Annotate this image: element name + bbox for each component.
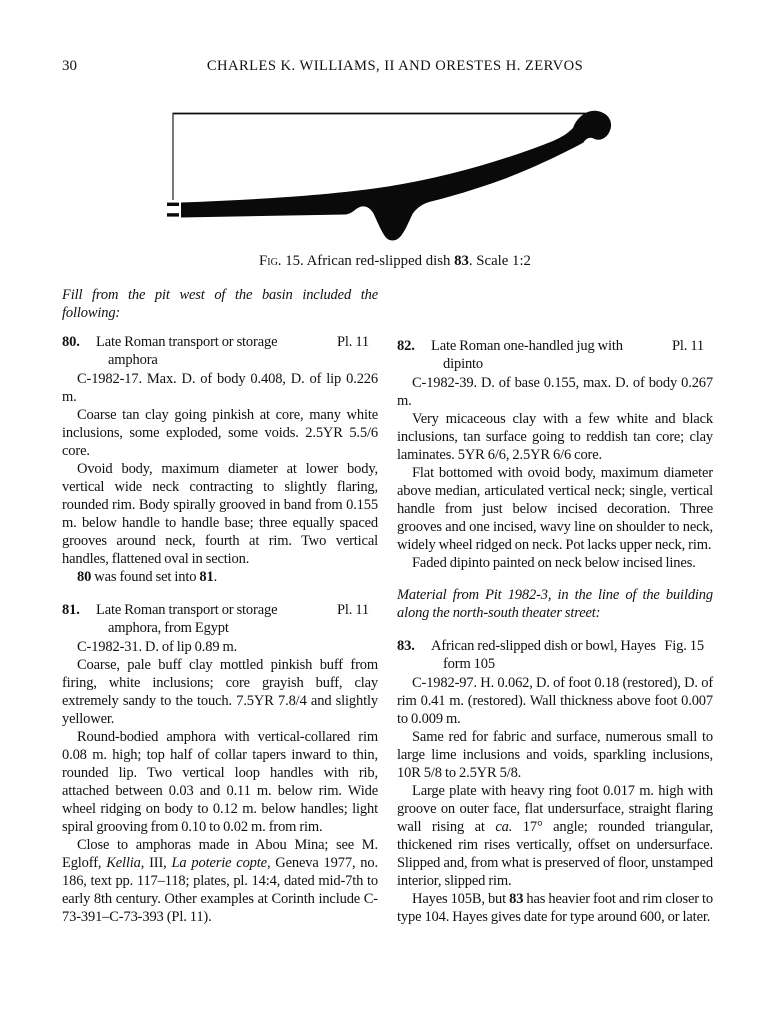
entry-81-heading <box>62 601 378 637</box>
catalog-entry-82 <box>397 337 713 572</box>
catalog-entry-81 <box>62 601 378 926</box>
running-title: CHARLES K. WILLIAMS, II AND ORESTES H. ZERVOS <box>206 58 584 74</box>
entry-83-heading <box>397 637 713 673</box>
entry-title: African red-slipped dish or bowl, Hayes form 105 <box>431 638 656 672</box>
entry-description: Large plate with heavy ring foot 0.017 m. high with groove on outer face, flat undersurface, straight flaring wall rising at ca. 17° angle; rounded triangular, thickened rim rises vertically, offset on undersurface. Slipped and, from what is preserved of floor, unstamped interior, slipped rim. <box>397 783 713 889</box>
entry-dimensions: C-1982-31. D. of lip 0.89 m. <box>77 639 238 655</box>
entry-description: Round-bodied amphora with vertical-collared rim 0.08 m. high; top half of collar tapers inward to thin, rounded lip. Two vertical loop handles with rib, attached between 0.03 and 0.11 m. below rim. Wide wheel ridging on body to 0.12 m. below handles; light spiral grooving from 0.10 to 0.02 m. from rim. <box>62 729 378 835</box>
entry-description: Ovoid body, maximum diameter at lower body, vertical wide neck contracting to slightly flaring, rounded rim. Body spirally grooved in band from 0.155 m. below handle to handle base; three equally spaced grooves around neck, fourth at rim. Two vertical handles, flattened oval in section. <box>62 461 378 567</box>
plate-reference: Pl. 11 <box>671 338 704 354</box>
vessel-profile <box>181 111 611 241</box>
entry-bibliography: Close to amphoras made in Abou Mina; see M. Egloff, Kellia, III, La poterie copte, Geneva 1977, no. 186, text pp. 117–118; plates, pl. 14:4, dated mid-7th to early 8th century. Other examples at Corinth include C-73-391–C-73-393 (Pl. 11). <box>62 837 378 925</box>
figure-reference: Fig. 15 <box>664 638 704 654</box>
plate-reference: Pl. 11 <box>336 334 369 350</box>
entry-number: 81. <box>62 602 80 618</box>
entry-title: Late Roman transport or storage amphora <box>96 334 278 368</box>
entry-number: 83. <box>397 638 415 654</box>
dish-profile-drawing <box>160 98 630 250</box>
axis-break-tick-top <box>167 203 179 206</box>
entry-title: Late Roman transport or storage amphora, from Egypt <box>96 602 278 636</box>
entry-number: 80. <box>62 334 80 350</box>
right-column <box>397 337 713 926</box>
plate-reference: Pl. 11 <box>336 602 369 618</box>
material-intro-text: Material from Pit 1982-3, in the line of the building along the north-south theater street: <box>397 587 713 621</box>
entry-note: Hayes 105B, but 83 has heavier foot and rim closer to type 104. Hayes gives date for type around 600, or later. <box>397 891 713 925</box>
fill-intro-text: Fill from the pit west of the basin included the following: <box>62 287 378 321</box>
left-column <box>62 286 378 926</box>
entry-fabric: Very micaceous clay with a few white and black inclusions, tan surface going to reddish tan core; clay laminates. 5YR 6/6, 2.5YR 6/6 core. <box>397 411 713 463</box>
entry-fabric: Coarse, pale buff clay mottled pinkish buff from firing, white inclusions; core grayish buff, clay extremely sandy to the touch. 7.5YR 7.8/4 and slightly yellower. <box>62 657 378 727</box>
entry-note: 80 was found set into 81. <box>77 569 218 585</box>
entry-fabric: Coarse tan clay going pinkish at core, many white inclusions, some exploded, some voids. 2.5YR 5.5/6 core. <box>62 407 378 459</box>
figure-caption: Fig. 15. African red-slipped dish 83. Scale 1:2 <box>259 253 531 269</box>
entry-title: Late Roman one-handled jug with dipinto <box>431 338 623 372</box>
entry-note: Faded dipinto painted on neck below incised lines. <box>412 555 696 571</box>
entry-description: Flat bottomed with ovoid body, maximum diameter above median, articulated vertical neck; single, vertical handle from just below incised decoration. Three grooves and one incised, wavy line on shoulder to neck, widely wheel ridged on neck. Pot lacks upper neck, rim. <box>397 465 713 553</box>
entry-dimensions: C-1982-39. D. of base 0.155, max. D. of body 0.267 m. <box>397 375 713 409</box>
catalog-entry-80 <box>62 333 378 586</box>
entry-dimensions: C-1982-17. Max. D. of body 0.408, D. of lip 0.226 m. <box>62 371 378 405</box>
entry-fabric: Same red for fabric and surface, numerous small to large lime inclusions and voids, sparkling inclusions, 10R 5/8 to 2.5YR 5/8. <box>397 729 713 781</box>
entry-number: 82. <box>397 338 415 354</box>
catalog-entry-83 <box>397 637 713 926</box>
axis-break-tick-bottom <box>167 213 179 216</box>
running-header <box>62 58 728 78</box>
entry-82-heading <box>397 337 713 373</box>
entry-dimensions: C-1982-97. H. 0.062, D. of foot 0.18 (restored), D. of rim 0.41 m. (restored). Wall thickness above foot 0.007 to 0.009 m. <box>397 675 713 727</box>
figure-15 <box>160 98 630 270</box>
entry-80-heading <box>62 333 378 369</box>
page-number: 30 <box>62 58 77 74</box>
